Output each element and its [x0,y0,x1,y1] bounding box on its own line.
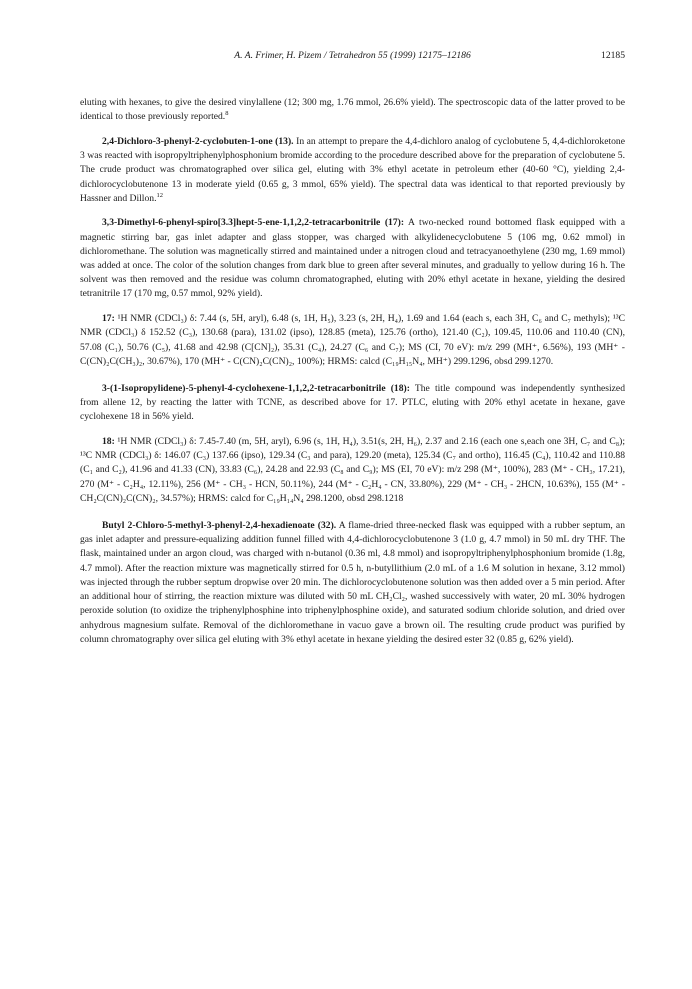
compound-title: 2,4-Dichloro-3-phenyl-2-cyclobuten-1-one (13). [102,135,294,147]
reference-mark: 12 [156,191,163,199]
paragraph-text: eluting with hexanes, to give the desired vinylallene (12; 300 mg, 1.76 mmol, 26.6% yield). The spectroscopic data of the latter proved to be identical to those previously reported. [80,97,625,123]
paragraph-compound-32 [80,519,625,647]
compound-title: 3-(1-Isopropylidene)-5-phenyl-4-cyclohexene-1,1,2,2-tetracarbonitrile (18): [102,382,410,394]
paragraph-data-17 [80,312,625,369]
paragraph-compound-13 [80,135,625,206]
paragraph-compound-17 [80,216,625,301]
spectral-data-text: ¹H NMR (CDCl₃) δ: 7.45-7.40 (m, 5H, aryl), 6.96 (s, 1H, H₄), 3.51(s, 2H, H₆), 2.37 and 2.16 (each one s,each one 3H, C₇ and C₈); ¹³C NMR (CDCl₃) δ: 146.07 (C₃) 137.66 (ipso), 129.34 (C₃ and para), 129.20 (meta), 125.34 (C₇ and ortho), 116.45 (C₄), 110.42 and 110.88 (C₁ and C₂), 41.96 and 41.33 (CN), 33.83 (C₆), 24.28 and 22.93 (C₈ and C₉); MS (EI, 70 eV): m/z 298 (M⁺, 100%), 283 (M⁺ - CH₃, 17.21), 270 (M⁺ - C₂H₄, 12.11%), 256 (M⁺ - CH₃ - HCN, 50.11%), 244 (M⁺ - C₂H₄ - CN, 33.80%), 229 (M⁺ - CH₃ - 2HCN, 10.63%), 155 (M⁺ - CH₂C(CN)₂C(CN)₂, 34.57%); HRMS: calcd for C₁₉H₁₄N₄ 298.1200, obsd 298.1218 [80,436,625,504]
compound-title: 3,3-Dimethyl-6-phenyl-spiro[3.3]hept-5-ene-1,1,2,2-tetracarbonitrile (17): [102,217,405,229]
compound-label: 17: [102,313,115,325]
journal-citation: A. A. Frimer, H. Pizem / Tetrahedron 55 (1999) 12175–12186 [234,50,471,61]
page-number: 12185 [601,50,625,61]
paragraph-data-18 [80,435,625,506]
running-head [80,50,625,64]
compound-title: Butyl 2-Chloro-5-methyl-3-phenyl-2,4-hexadienoate (32). [102,520,337,532]
compound-label: 18: [102,436,115,448]
paragraph-text: A two-necked round bottomed flask equipped with a magnetic stirring bar, gas inlet adapter and glass stopper, was charged with alkylidenecyclobutene 5 (106 mg, 0.62 mmol) in dichloromethane. The solution was magnetically stirred and maintained under a nitrogen cloud and tetracyanoethylene (230 mg, 1.69 mmol) was added at once. The color of the solution changes from dark blue to green after several minutes, and gradually to yellow during 16 h. The solvent was then removed and the residue was column chromatographed, eluting with 20% ethyl acetate in hexane, yielding the desired tetranitrile 17 (170 mg, 0.57 mmol, 92% yield). [80,217,625,300]
paragraph-text: A flame-dried three-necked flask was equipped with a rubber septum, an gas inlet adapter and pressure-equalizing addition funnel filled with 4,4-dichlorocyclobutenone 3 (1.0 g, 4.7 mmol) in 50 mL dry THF. The flask, maintained under an argon cloud, was charged with n-butanol (0.36 ml, 4.8 mmol) and isopropyltriphenylphosphonium bromide (1.8g, 4.7 mmol). After the reaction mixture was magnetically stirred for 0.5 h, n-butyllithium (2.0 mL of a 1.6 M solution in hexane, 3.12 mmol) was injected through the rubber septum dropwise over 20 min. The dichlorocyclobutenone solution was then added over a 5 min period. After an additional hour of stirring, the reaction mixture was diluted with 50 mL CH₂Cl₂, washed successively with water, 20 mL 30% hydrogen peroxide solution (to oxidize the triphenylphosphine into triphenylphosphine oxide), and saturated sodium chloride solution, and dried over anhydrous magnesium sulfate. Removal of the dichloromethane in vacuo gave a brown oil. The resulting crude product was purified by column chromatography over silica gel eluting with 3% ethyl acetate in hexane yielding the desired ester 32 (0.85 g, 62% yield). [80,520,625,645]
paragraph-vinylallene [80,96,625,124]
paragraph-text: The title compound was independently synthesized from allene 12, by reacting the latter with TCNE, as described above for 17. PTLC, eluting with 20% ethyl acetate in hexane, gave cyclohexene 18 in 56% yield. [80,382,625,423]
spectral-data-text: ¹H NMR (CDCl₃) δ: 7.44 (s, 5H, aryl), 6.48 (s, 1H, H₅), 3.23 (s, 2H, H₄), 1.69 and 1.64 (each s, each 3H, C₆ and C₇ methyls); ¹³C NMR (CDCl₃) δ 152.52 (C₃), 130.68 (para), 131.02 (ipso), 128.85 (meta), 125.76 (ortho), 121.40 (C₂), 109.45, 110.06 and 110.40 (CN), 57.08 (C₁), 50.76 (C₅), 41.68 and 42.98 (C[CN]₂), 35.31 (C₄), 24.27 (C₆ and C₇); MS (CI, 70 eV): m/z 299 (MH⁺, 6.56%), 193 (MH⁺ - C(CN)₂C(CH₃)₂, 30.67%), 170 (MH⁺ - C(CN)₂C(CN)₂, 100%); HRMS: calcd (C₁₉H₁₅N₄, MH⁺) 299.1296, obsd 299.1270. [80,313,625,367]
article-body [80,96,625,657]
paragraph-text: In an attempt to prepare the 4,4-dichloro analog of cyclobutene 5, 4,4-dichloroketone 3 was reacted with isopropyltriphenylphosphonium bromide according to the procedure described above for the preparation of cyclobutene 5. The crude product was chromatographed over silica gel, eluting with 3% ethyl acetate in petroleum ether (40-60 °C), yielding 2,4-dichlorocyclobutenone 13 in moderate yield (0.65 g, 3 mmol, 65% yield). The spectral data was identical to that reported previously by Hassner and Dillon. [80,135,625,204]
paragraph-compound-18 [80,382,625,425]
reference-mark: 8 [225,110,229,118]
